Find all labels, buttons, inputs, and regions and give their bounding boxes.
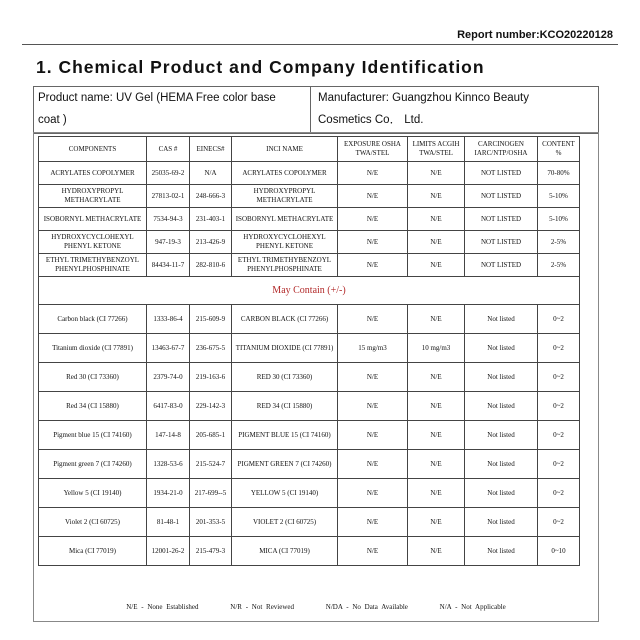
carcinogen-cell: Not listed <box>465 392 538 421</box>
col-header-exposure-osha: EXPOSURE OSHA TWA/STEL <box>338 137 408 162</box>
content-cell: 0~2 <box>538 508 580 537</box>
inci-name-cell: PIGMENT BLUE 15 (CI 74160) <box>232 421 338 450</box>
exposure-osha-cell: 15 mg/m3 <box>338 334 408 363</box>
exposure-osha-cell: N/E <box>338 479 408 508</box>
col-header-cas: CAS # <box>147 137 190 162</box>
may-contain-body <box>39 277 580 305</box>
inci-name-cell: ISOBORNYL METHACRYLATE <box>232 208 338 231</box>
may-contain-row <box>39 421 580 450</box>
inci-name-cell: ETHYL TRIMETHYBENZOYL PHENYLPHOSPHINATE <box>232 254 338 277</box>
component-cell: HYDROXYCYCLOHEXYL PHENYL KETONE <box>39 231 147 254</box>
cas-cell: 147-14-8 <box>147 421 190 450</box>
component-cell: Violet 2 (CI 60725) <box>39 508 147 537</box>
content-cell: 0~10 <box>538 537 580 566</box>
limits-acgih-cell: N/E <box>408 508 465 537</box>
may-contain-row <box>39 479 580 508</box>
cas-cell: 13463-67-7 <box>147 334 190 363</box>
exposure-osha-cell: N/E <box>338 305 408 334</box>
col-header-einecs: EINECS# <box>190 137 232 162</box>
limits-acgih-cell: N/E <box>408 305 465 334</box>
may-contain-row <box>39 450 580 479</box>
carcinogen-cell: Not listed <box>465 450 538 479</box>
inci-name-cell: YELLOW 5 (CI 19140) <box>232 479 338 508</box>
component-row <box>39 208 580 231</box>
cas-cell: 1934-21-0 <box>147 479 190 508</box>
carcinogen-cell: NOT LISTED <box>465 208 538 231</box>
component-cell: ACRYLATES COPOLYMER <box>39 162 147 185</box>
exposure-osha-cell: N/E <box>338 254 408 277</box>
carcinogen-cell: Not listed <box>465 508 538 537</box>
component-cell: ETHYL TRIMETHYBENZOYL PHENYLPHOSPHINATE <box>39 254 147 277</box>
component-cell: Yellow 5 (CI 19140) <box>39 479 147 508</box>
components-table <box>38 136 580 566</box>
may-contain-row <box>39 363 580 392</box>
cas-cell: 25035-69-2 <box>147 162 190 185</box>
inci-name-cell: VIOLET 2 (CI 60725) <box>232 508 338 537</box>
cas-cell: 84434-11-7 <box>147 254 190 277</box>
inci-name-cell: RED 30 (CI 73360) <box>232 363 338 392</box>
content-cell: 0~2 <box>538 334 580 363</box>
product-name-cell <box>34 87 311 133</box>
identification-box <box>33 86 599 134</box>
limits-acgih-cell: N/E <box>408 208 465 231</box>
inci-name-cell: MICA (CI 77019) <box>232 537 338 566</box>
content-cell: 5-10% <box>538 185 580 208</box>
content-cell: 70-80% <box>538 162 580 185</box>
cas-cell: 6417-83-0 <box>147 392 190 421</box>
may-contain-row <box>39 305 580 334</box>
component-cell: Titanium dioxide (CI 77891) <box>39 334 147 363</box>
components-table-frame <box>33 132 599 622</box>
carcinogen-cell: NOT LISTED <box>465 185 538 208</box>
exposure-osha-cell: N/E <box>338 450 408 479</box>
limits-acgih-cell: N/E <box>408 162 465 185</box>
component-cell: Pigment blue 15 (CI 74160) <box>39 421 147 450</box>
legend-nr: N/R - Not Reviewed <box>230 603 295 611</box>
report-number: Report number:KCO20220128 <box>457 29 613 41</box>
component-cell: HYDROXYPROPYL METHACRYLATE <box>39 185 147 208</box>
may-contain-row <box>39 508 580 537</box>
limits-acgih-cell: N/E <box>408 254 465 277</box>
content-cell: 2-5% <box>538 254 580 277</box>
inci-name-cell: HYDROXYPROPYL METHACRYLATE <box>232 185 338 208</box>
limits-acgih-cell: N/E <box>408 479 465 508</box>
einecs-cell: 215-609-9 <box>190 305 232 334</box>
limits-acgih-cell: N/E <box>408 231 465 254</box>
cas-cell: 947-19-3 <box>147 231 190 254</box>
carcinogen-cell: NOT LISTED <box>465 254 538 277</box>
cas-cell: 12001-26-2 <box>147 537 190 566</box>
inci-name-cell: HYDROXYCYCLOHEXYL PHENYL KETONE <box>232 231 338 254</box>
manufacturer-line-2: Cosmetics Co． Ltd. <box>318 114 424 126</box>
einecs-cell: N/A <box>190 162 232 185</box>
inci-name-cell: PIGMENT GREEN 7 (CI 74260) <box>232 450 338 479</box>
inci-name-cell: CARBON BLACK (CI 77266) <box>232 305 338 334</box>
cas-cell: 2379-74-0 <box>147 363 190 392</box>
carcinogen-cell: Not listed <box>465 363 538 392</box>
may-contain-label: May Contain (+/-) <box>39 277 580 305</box>
component-cell: Carbon black (CI 77266) <box>39 305 147 334</box>
carcinogen-cell: NOT LISTED <box>465 162 538 185</box>
exposure-osha-cell: N/E <box>338 421 408 450</box>
cas-cell: 1328-53-6 <box>147 450 190 479</box>
content-cell: 0~2 <box>538 450 580 479</box>
content-cell: 0~2 <box>538 421 580 450</box>
cas-cell: 81-48-1 <box>147 508 190 537</box>
content-cell: 0~2 <box>538 305 580 334</box>
einecs-cell: 219-163-6 <box>190 363 232 392</box>
exposure-osha-cell: N/E <box>338 363 408 392</box>
exposure-osha-cell: N/E <box>338 208 408 231</box>
section-title: 1. Chemical Product and Company Identification <box>36 57 485 77</box>
einecs-cell: 217-699--5 <box>190 479 232 508</box>
col-header-limits-acgih: LIMITS ACGIH TWA/STEL <box>408 137 465 162</box>
col-header-content: CONTENT % <box>538 137 580 162</box>
may-contain-row <box>39 392 580 421</box>
einecs-cell: 215-524-7 <box>190 450 232 479</box>
component-row <box>39 231 580 254</box>
inci-name-cell: ACRYLATES COPOLYMER <box>232 162 338 185</box>
component-row <box>39 162 580 185</box>
einecs-cell: 229-142-3 <box>190 392 232 421</box>
legend-ne: N/E - None Established <box>126 603 199 611</box>
limits-acgih-cell: N/E <box>408 363 465 392</box>
limits-acgih-cell: N/E <box>408 537 465 566</box>
limits-acgih-cell: N/E <box>408 185 465 208</box>
header-divider <box>22 44 618 45</box>
limits-acgih-cell: 10 mg/m3 <box>408 334 465 363</box>
limits-acgih-cell: N/E <box>408 392 465 421</box>
product-name-line-1: Product name: UV Gel (HEMA Free color base <box>38 92 276 104</box>
carcinogen-cell: Not listed <box>465 305 538 334</box>
carcinogen-cell: Not listed <box>465 334 538 363</box>
exposure-osha-cell: N/E <box>338 231 408 254</box>
main-components-body <box>39 162 580 277</box>
col-header-inci-name: INCI NAME <box>232 137 338 162</box>
legend-nda: N/DA - No Data Available <box>325 603 408 611</box>
inci-name-cell: RED 34 (CI 15880) <box>232 392 338 421</box>
exposure-osha-cell: N/E <box>338 508 408 537</box>
exposure-osha-cell: N/E <box>338 392 408 421</box>
may-contain-rows <box>39 305 580 566</box>
content-cell: 5-10% <box>538 208 580 231</box>
manufacturer-cell <box>312 87 598 133</box>
carcinogen-cell: Not listed <box>465 479 538 508</box>
abbreviation-legend <box>34 603 598 611</box>
component-cell: ISOBORNYL METHACRYLATE <box>39 208 147 231</box>
cas-cell: 1333-86-4 <box>147 305 190 334</box>
exposure-osha-cell: N/E <box>338 162 408 185</box>
component-cell: Red 34 (CI 15880) <box>39 392 147 421</box>
exposure-osha-cell: N/E <box>338 185 408 208</box>
einecs-cell: 236-675-5 <box>190 334 232 363</box>
cas-cell: 27813-02-1 <box>147 185 190 208</box>
may-contain-row <box>39 537 580 566</box>
col-header-carcinogen: CARCINOGEN IARC/NTP/OSHA <box>465 137 538 162</box>
einecs-cell: 248-666-3 <box>190 185 232 208</box>
einecs-cell: 201-353-5 <box>190 508 232 537</box>
carcinogen-cell: Not listed <box>465 537 538 566</box>
limits-acgih-cell: N/E <box>408 450 465 479</box>
einecs-cell: 282-810-6 <box>190 254 232 277</box>
content-cell: 0~2 <box>538 363 580 392</box>
legend-na: N/A - Not Applicable <box>439 603 506 611</box>
col-header-components: COMPONENTS <box>39 137 147 162</box>
may-contain-row <box>39 334 580 363</box>
component-cell: Red 30 (CI 73360) <box>39 363 147 392</box>
einecs-cell: 213-426-9 <box>190 231 232 254</box>
carcinogen-cell: NOT LISTED <box>465 231 538 254</box>
content-cell: 0~2 <box>538 479 580 508</box>
product-name-line-2: coat ) <box>38 114 67 126</box>
cas-cell: 7534-94-3 <box>147 208 190 231</box>
manufacturer-line-1: Manufacturer: Guangzhou Kinnco Beauty <box>318 92 529 104</box>
content-cell: 2-5% <box>538 231 580 254</box>
limits-acgih-cell: N/E <box>408 421 465 450</box>
carcinogen-cell: Not listed <box>465 421 538 450</box>
einecs-cell: 205-685-1 <box>190 421 232 450</box>
component-row <box>39 185 580 208</box>
exposure-osha-cell: N/E <box>338 537 408 566</box>
component-cell: Pigment green 7 (CI 74260) <box>39 450 147 479</box>
inci-name-cell: TITANIUM DIOXIDE (CI 77891) <box>232 334 338 363</box>
component-row <box>39 254 580 277</box>
content-cell: 0~2 <box>538 392 580 421</box>
einecs-cell: 231-403-1 <box>190 208 232 231</box>
einecs-cell: 215-479-3 <box>190 537 232 566</box>
component-cell: Mica (CI 77019) <box>39 537 147 566</box>
